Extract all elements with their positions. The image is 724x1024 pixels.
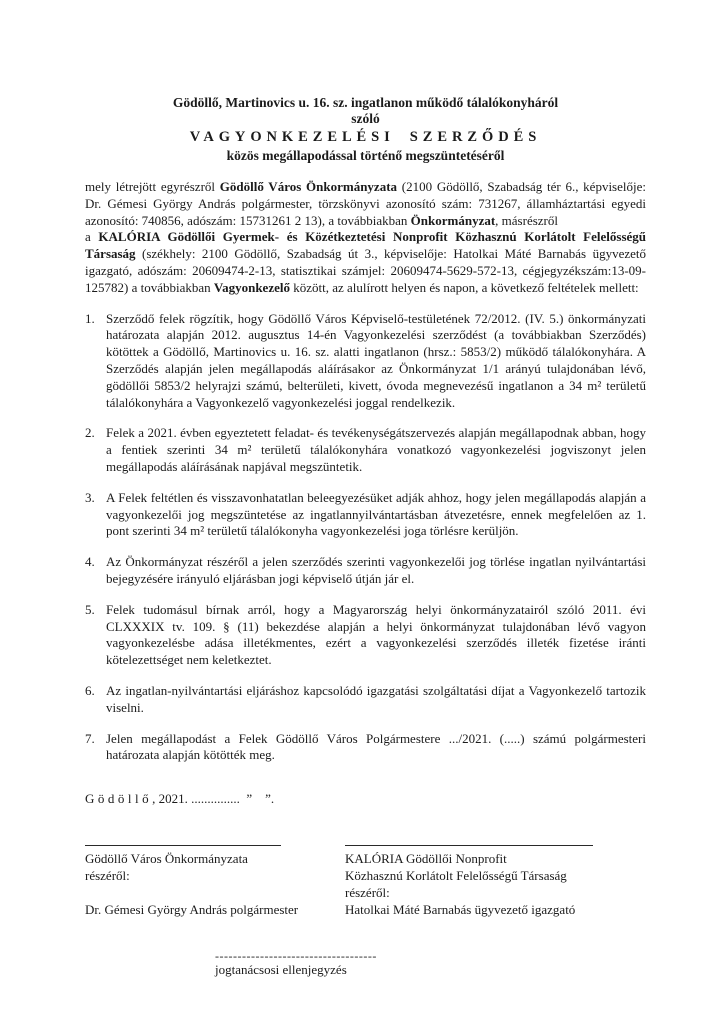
signature-block	[85, 845, 646, 918]
party-2-short-name: Vagyonkezelő	[213, 279, 290, 295]
document-title-block	[85, 95, 646, 164]
signature-left-on-behalf: részéről:	[85, 868, 130, 884]
clause-4	[85, 554, 646, 588]
title-connector-line: szóló	[351, 111, 380, 126]
countersign-line: ------------------------------------	[215, 949, 377, 964]
clause-3-number: 3.	[85, 489, 95, 505]
preamble-party-1	[85, 179, 646, 229]
clause-5	[85, 602, 646, 669]
clause-1-number: 1.	[85, 310, 95, 326]
signature-right-org-line-1: KALÓRIA Gödöllői Nonprofit	[345, 851, 507, 867]
preamble-2-run-1: a	[85, 229, 99, 245]
preamble-1-run-5: , másrészről	[495, 212, 558, 228]
clause-6	[85, 683, 646, 717]
clause-5-text: Felek tudomásul bírnak arról, hogy a Magyarország helyi önkormányzatairól szóló 2011. évi CLXXXIX tv. 109. § (11) bekezdése alapján a helyi önkormányzat tulajdonában lévő vagyon vagyonkezelésbe adása illetékmentes, ezért a vagyonkezelési szerződés illeték fizetése iránti kötelezettséget nem keletkeztet.	[106, 601, 646, 668]
countersign-label: jogtanácsosi ellenjegyzés	[215, 962, 347, 978]
countersign-block	[215, 950, 646, 978]
signature-right-column	[345, 845, 646, 918]
signature-right-name: Hatolkai Máté Barnabás ügyvezető igazgató	[345, 902, 576, 918]
clause-6-text: Az ingatlan-nyilvántartási eljáráshoz kapcsolódó igazgatási szolgáltatási díjat a Vagyonkezelő tartozik viselni.	[106, 682, 646, 715]
signature-left-org: Gödöllő Város Önkormányzata	[85, 851, 248, 867]
clause-3-text: A Felek feltétlen és visszavonhatatlan beleegyezésüket adják ahhoz, hogy jelen megállapodás alapján a vagyonkezelői jog megszüntetése az ingatlannyilvántartásban átvezetésre, ennek megfelelően az 1. pont szerinti 34 m² területű tálalókonyha vagyonkezelési joga törlésre kerüljön.	[106, 489, 646, 539]
preamble-2-run-5: között, az alulírott helyen és napon, a következő feltételek mellett:	[289, 279, 639, 295]
preamble-1-run-1: mely létrejött egyrészről	[85, 179, 220, 194]
clause-1	[85, 311, 646, 412]
preamble-1-run-3: (2100 Gödöllő, Szabadság tér 6., képviselője: Dr. Gémesi György András polgármester, törzskönyvi azonosító szám: 731267, államháztartási egyedi azonosító: 740856, adószám: 15731261 2 13), a továbbiakban	[85, 179, 646, 228]
date-blank: , 2021. ............... ” ”.	[152, 791, 275, 807]
clause-list	[85, 311, 646, 765]
clause-1-text: Szerződő felek rögzítik, hogy Gödöllő Város Képviselő-testületének 72/2012. (IV. 5.) önkormányzati határozata alapján 2012. augusztus 14-én Vagyonkezelési szerződést (a továbbiakban Szerződés) kötöttek a Gödöllő, Martinovics u. 16. sz. alatti ingatlanon (hrsz.: 5853/2) működő tálalókonyhára. A Szerződés alapján jelen megállapodás aláírásakor az Önkormányzat 1/1 arányú tulajdonában lévő, gödöllői 5853/2 helyrajzi számú, belterületi, kivett, óvoda megnevezésű ingatlanon a 34 m² területű tálalókonyhára a Vagyonkezelő vagyonkezelési joggal rendelkezik.	[106, 310, 646, 410]
clause-4-text: Az Önkormányzat részéről a jelen szerződés szerinti vagyonkezelői jog törlése ingatlan nyilvántartási bejegyzésére irányuló eljárásban jogi képviselő útján jár el.	[106, 554, 646, 586]
party-2-name: KALÓRIA Gödöllői Gyermek- és Közétkeztetési Nonprofit Közhasznú Korlátolt Felelősségű Társaság	[85, 229, 646, 262]
signature-right-org-line-2: Közhasznú Korlátolt Felelősségű Társaság	[345, 868, 567, 884]
clause-2-number: 2.	[85, 425, 95, 441]
signature-left-spacer	[85, 884, 345, 901]
clause-2-text: Felek a 2021. évben egyeztetett feladat- és tevékenységátszervezés alapján megállapodnak abban, hogy a fentiek szerinti 34 m² területű tálalókonyhára vonatkozó vagyonkezelési jogviszonyt jelen megállapodás aláírásának napjával megszüntetik.	[106, 425, 646, 474]
clause-7-number: 7.	[85, 730, 95, 746]
clause-2	[85, 425, 646, 475]
signature-right-on-behalf: részéről:	[345, 885, 390, 901]
document-content	[85, 0, 646, 978]
signature-line-right	[345, 845, 593, 846]
clause-6-number: 6.	[85, 682, 95, 698]
clause-3	[85, 490, 646, 540]
clause-4-number: 4.	[85, 554, 95, 570]
preamble-2-run-3: (székhely: 2100 Gödöllő, Szabadság út 3., képviselője: Hatolkai Máté Barnabás ügyvezető igazgató, adószám: 20609474-2-13, statisztikai számjel: 20609474-5629-572-13, cégjegyzékszám:13-09-125782) a továbbiakban	[85, 246, 646, 295]
title-subtitle-line: közös megállapodással történő megszüntetéséről	[226, 148, 505, 163]
date-city: Gödöllő	[85, 791, 153, 807]
title-subject-line: Gödöllő, Martinovics u. 16. sz. ingatlanon működő tálalókonyháról	[172, 95, 559, 110]
signature-left-column	[85, 845, 345, 918]
document-main-title: VAGYONKEZELÉSI SZERZŐDÉS	[189, 129, 542, 145]
signature-line-left	[85, 845, 281, 846]
preamble-party-2	[85, 229, 646, 296]
clause-5-number: 5.	[85, 601, 95, 617]
party-1-short-name: Önkormányzat	[410, 212, 496, 228]
clause-7	[85, 731, 646, 765]
clause-7-text: Jelen megállapodást a Felek Gödöllő Város Polgármestere .../2021. (.....) számú polgármesteri határozata alapján kötötték meg.	[106, 730, 646, 763]
date-line	[85, 790, 646, 807]
party-1-name: Gödöllő Város Önkormányzata	[219, 179, 398, 194]
signature-left-name: Dr. Gémesi György András polgármester	[85, 902, 299, 918]
